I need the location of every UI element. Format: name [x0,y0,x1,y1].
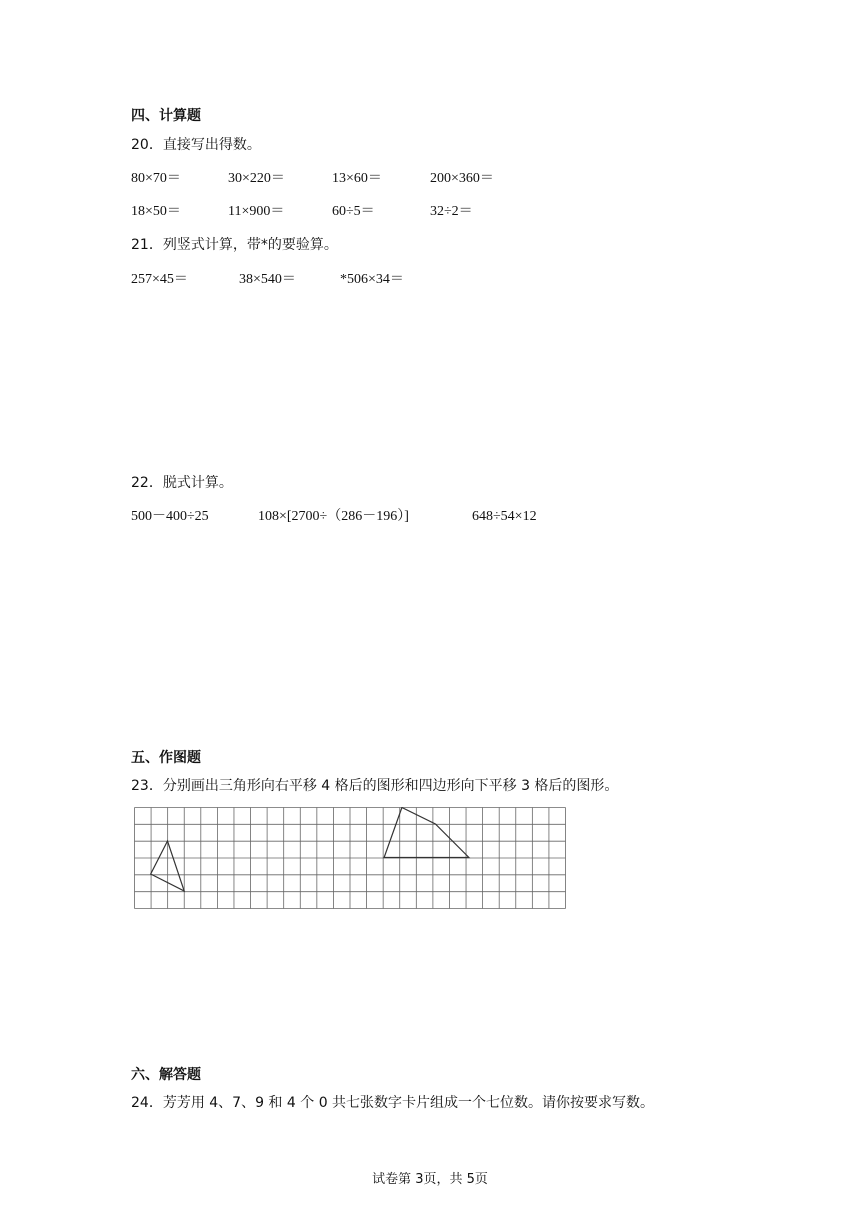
section-4-heading: 四、计算题 [131,108,201,124]
question-22-title: 22．脱式计算。 [131,475,233,491]
question-23-title: 23．分别画出三角形向右平移 4 格后的图形和四边形向下平移 3 格后的图形。 [131,778,619,794]
question-24-title: 24．芳芳用 4、7、9 和 4 个 0 共七张数字卡片组成一个七位数。请你按要求写数。 [131,1095,655,1111]
question-21-title: 21．列竖式计算，带*的要验算。 [131,237,338,253]
q20-item: 80×70＝ [131,171,181,186]
q22-item: 108×[2700÷（286－196）] [258,509,409,524]
quadrilateral-figure [384,808,469,858]
grid-lines [135,808,566,909]
q20-item: 13×60＝ [332,171,382,186]
question-20-title: 20．直接写出得数。 [131,137,261,153]
section-5-heading: 五、作图题 [131,750,201,766]
q20-item: 32÷2＝ [430,204,473,219]
q21-item: 38×540＝ [239,272,296,287]
section-6-heading: 六、解答题 [131,1067,201,1083]
q21-item: *506×34＝ [340,272,404,287]
q20-item: 30×220＝ [228,171,285,186]
q20-item: 200×360＝ [430,171,494,186]
q22-item: 648÷54×12 [472,509,537,524]
page-footer: 试卷第 3页，共 5页 [372,1172,488,1187]
q20-item: 18×50＝ [131,204,181,219]
q22-item: 500－400÷25 [131,509,209,524]
translation-grid [134,807,568,911]
q21-item: 257×45＝ [131,272,188,287]
q20-item: 60÷5＝ [332,204,375,219]
q20-item: 11×900＝ [228,204,285,219]
